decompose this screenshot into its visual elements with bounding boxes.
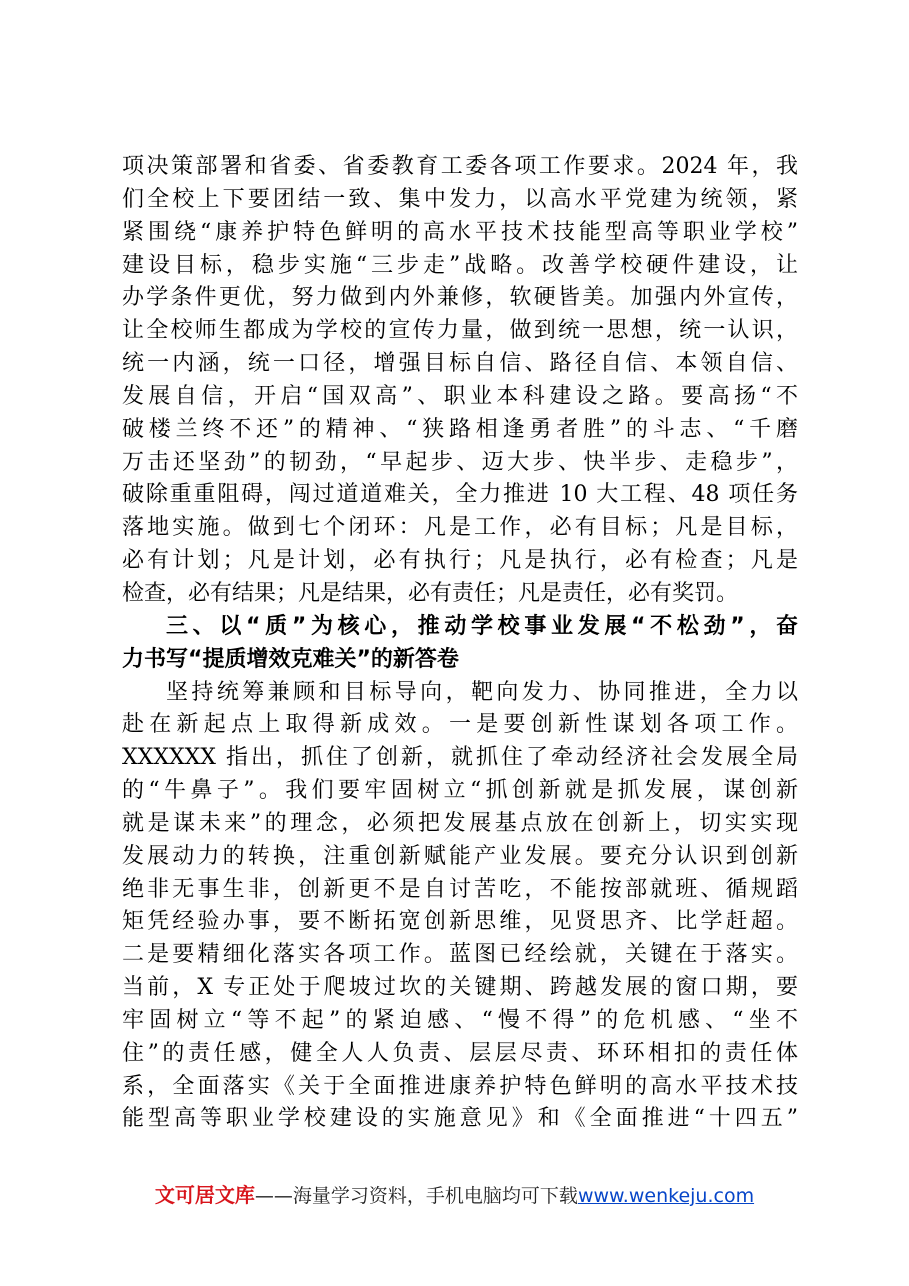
paragraph-line: 统一内涵，统一口径，增强目标自信、路径自信、本领自信、 <box>122 351 798 377</box>
paragraph-line: 的“牛鼻子”。我们要牢固树立“抓创新就是抓发展，谋创新 <box>122 778 798 804</box>
paragraph-line: 们全校上下要团结一致、集中发力，以高水平党建为统领，紧 <box>122 186 798 212</box>
paragraph-line: 二是要精细化落实各项工作。蓝图已经绘就，关键在于落实。 <box>122 942 798 968</box>
paragraph-line: 让全校师生都成为学校的宣传力量，做到统一思想，统一认识， <box>122 318 798 344</box>
paragraph-line: 就是谋未来”的理念，必须把发展基点放在创新上，切实实现 <box>122 810 798 836</box>
paragraph-line: 绝非无事生非，创新更不是自讨苦吃，不能按部就班、循规蹈 <box>122 876 798 902</box>
paragraph-line: 发展动力的转换，注重创新赋能产业发展。要充分认识到创新 <box>122 843 798 869</box>
paragraph-line: 检查，必有结果；凡是结果，必有责任；凡是责任，必有奖罚。 <box>122 580 739 606</box>
paragraph-line: 赴在新起点上取得新成效。一是要创新性谋划各项工作。 <box>122 712 798 738</box>
paragraph-line: 办学条件更优，努力做到内外兼修，软硬皆美。加强内外宣传， <box>122 285 798 311</box>
paragraph-line: 破楼兰终不还”的精神、“狭路相逢勇者胜”的斗志、“千磨 <box>122 416 798 442</box>
paragraph-line: XXXXXX 指出，抓住了创新，就抓住了牵动经济社会发展全局 <box>122 745 798 771</box>
paragraph-line: 系，全面落实《关于全面推进康养护特色鲜明的高水平技术技 <box>122 1073 798 1099</box>
document-body <box>122 151 798 1136</box>
paragraph-line: 矩凭经验办事，要不断拓宽创新思维，见贤思齐、比学赶超。 <box>122 909 798 935</box>
paragraph-line: 落地实施。做到七个闭环：凡是工作，必有目标；凡是目标， <box>122 515 798 541</box>
paragraph-line: 能型高等职业学校建设的实施意见》和《全面推进“十四五” <box>122 1106 798 1132</box>
paragraph-line: 发展自信，开启“国双高”、职业本科建设之路。要高扬“不 <box>122 383 798 409</box>
paragraph-line: 项决策部署和省委、省委教育工委各项工作要求。2024 年，我 <box>122 154 798 179</box>
paragraph-line: 牢固树立“等不起”的紧迫感、“慢不得”的危机感、“坐不 <box>122 1007 798 1033</box>
section-heading-line: 力书写“提质增效克难关”的新答卷 <box>122 646 459 672</box>
paragraph-line: 坚持统筹兼顾和目标导向，靶向发力、协同推进，全力以 <box>166 679 798 705</box>
footer-slogan: ——海量学习资料，手机电脑均可下载 <box>254 1185 578 1207</box>
paragraph-line: 必有计划；凡是计划，必有执行；凡是执行，必有检查；凡是 <box>122 548 798 574</box>
paragraph-line: 紧围绕“康养护特色鲜明的高水平技术技能型高等职业学校” <box>122 219 798 245</box>
paragraph-line: 万击还坚劲”的韧劲，“早起步、迈大步、快半步、走稳步”， <box>122 449 798 475</box>
paragraph-line: 建设目标，稳步实施“三步走”战略。改善学校硬件建设，让 <box>122 252 798 278</box>
footer-banner <box>0 1180 909 1211</box>
paragraph-line: 破除重重阻碍，闯过道道难关，全力推进 10 大工程、48 项任务 <box>122 482 798 508</box>
paragraph-line: 住”的责任感，健全人人负责、层层尽责、环环相扣的责任体 <box>122 1040 798 1066</box>
paragraph-line: 当前，X 专正处于爬坡过坎的关键期、跨越发展的窗口期，要 <box>122 975 798 1001</box>
section-heading-line: 三、以“质”为核心，推动学校事业发展“不松劲”，奋 <box>166 613 798 639</box>
footer-brand: 文可居文库 <box>154 1183 255 1207</box>
footer-link[interactable]: www.wenkeju.com <box>577 1185 755 1207</box>
